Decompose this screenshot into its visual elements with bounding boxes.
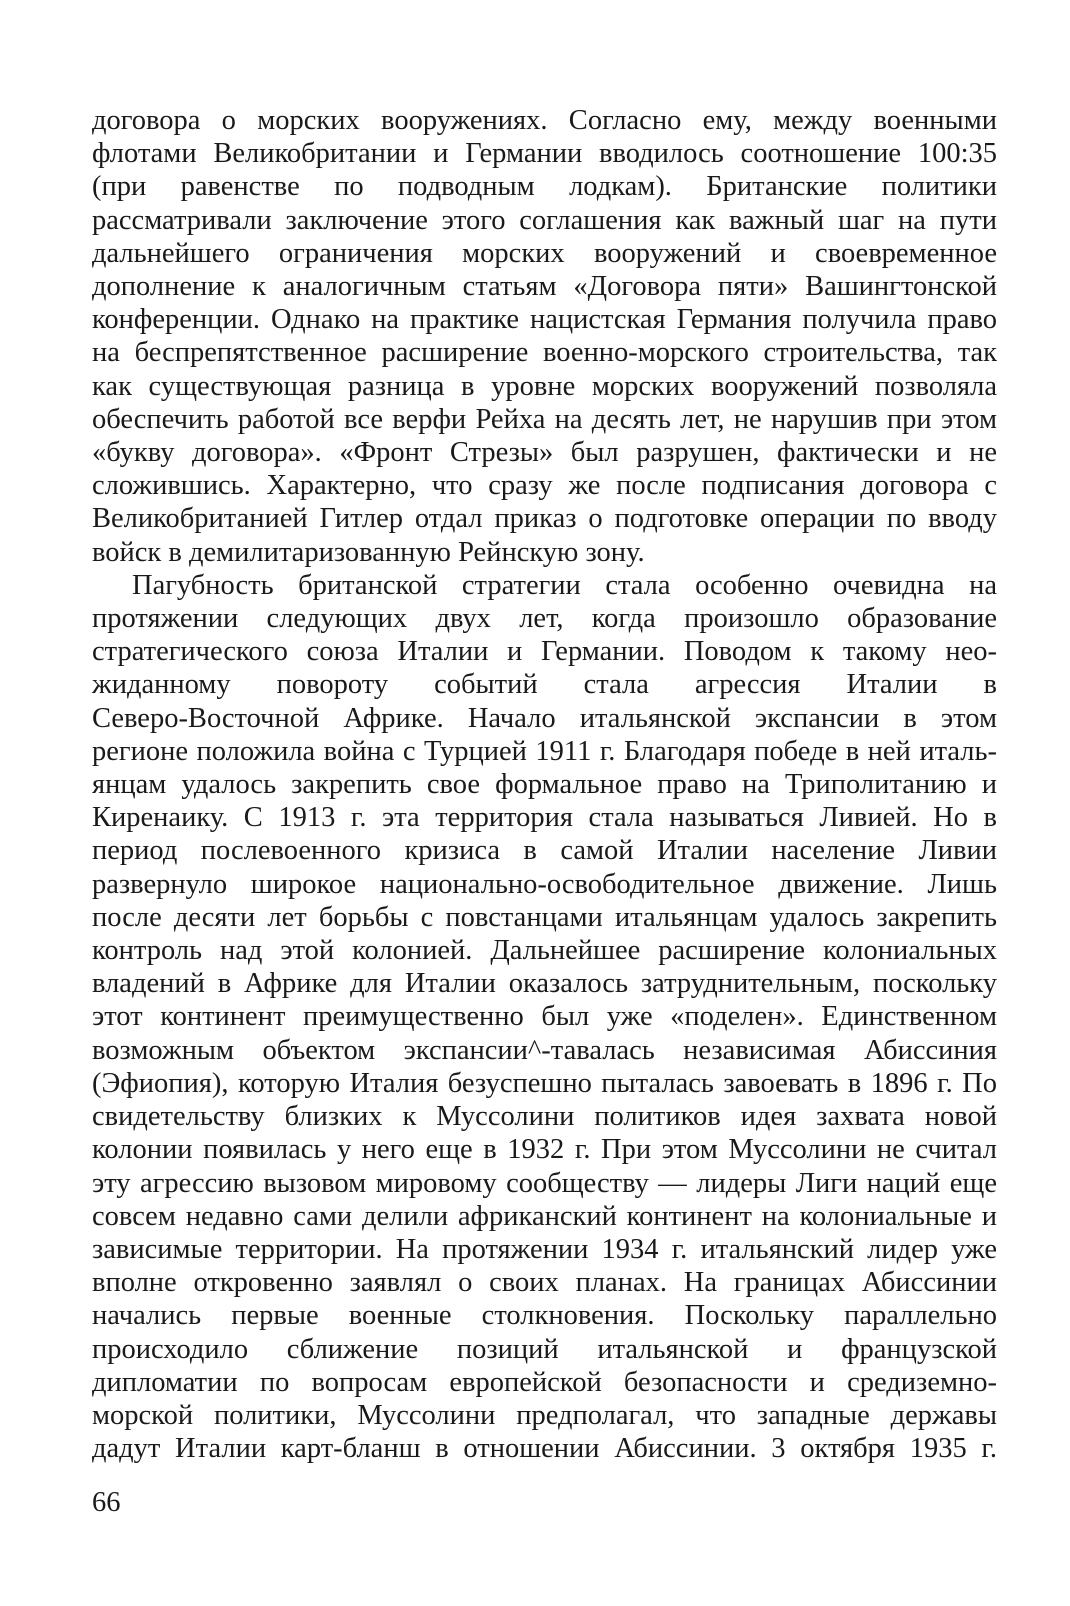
text-line: «букву договора». «Фронт Стрезы» был разрушен, фактически и не <box>92 437 997 469</box>
text-line: период послевоенного кризиса в самой Италии население Ливии <box>92 835 997 867</box>
text-line: развернуло широкое национально-освободительное движение. Лишь <box>92 868 997 900</box>
text-line: Великобританией Гитлер отдал приказ о подготовке операции по вводу <box>92 503 997 535</box>
text-line: происходило сближение позиций итальянской и французской <box>92 1333 997 1365</box>
text-line: (при равенстве по подводным лодкам). Британские политики <box>92 171 997 203</box>
text-line: после десяти лет борьбы с повстанцами итальянцам удалось закрепить <box>92 901 997 933</box>
text-line: этот континент преимущественно был уже «поделен». Единственном <box>92 1001 997 1033</box>
text-line: войск в демилитаризованную Рейнскую зону. <box>92 536 645 568</box>
text-line: сложившись. Характерно, что сразу же после подписания договора с <box>92 470 997 502</box>
text-line: колонии появилась у него еще в 1932 г. При этом Муссолини не считал <box>92 1134 997 1166</box>
text-line: дипломатии по вопросам европейской безопасности и средиземно- <box>92 1366 997 1398</box>
paragraph-1 <box>92 104 997 569</box>
text-line: стратегического союза Италии и Германии. Поводом к такому нео- <box>92 636 997 668</box>
paragraph-2 <box>92 569 997 1465</box>
text-line: свидетельству близких к Муссолини политиков идея захвата новой <box>92 1101 997 1133</box>
text-line: дополнение к аналогичным статьям «Договора пяти» Вашингтонской <box>92 271 997 303</box>
text-line: как существующая разница в уровне морских вооружений позволяла <box>92 370 997 402</box>
text-line: жиданному повороту событий стала агрессия Италии в <box>92 669 997 701</box>
text-line: контроль над этой колонией. Дальнейшее расширение колониальных <box>92 935 997 967</box>
text-line: янцам удалось закрепить свое формальное право на Триполитанию и <box>92 769 997 801</box>
text-line: вполне откровенно заявлял о своих планах. На границах Абиссинии <box>92 1267 997 1299</box>
text-line: обеспечить работой все верфи Рейха на десять лет, не нарушив при этом <box>92 403 997 435</box>
text-line: договора о морских вооружениях. Согласно ему, между военными <box>92 105 997 136</box>
text-line: флотами Великобритании и Германии вводилось соотношение 100:35 <box>92 138 997 170</box>
page-number: 66 <box>92 1487 121 1518</box>
text-line: совсем недавно сами делили африканский континент на колониальные и <box>92 1200 997 1232</box>
text-line: возможным объектом экспансии^-тавалась независимая Абиссиния <box>92 1034 997 1066</box>
text-line: на беспрепятственное расширение военно-морского строительства, так <box>92 337 997 369</box>
text-line: Северо-Восточной Африке. Начало итальянской экспансии в этом <box>92 702 997 734</box>
text-line: регионе положила война с Турцией 1911 г. Благодаря победе в ней италь- <box>92 735 997 767</box>
text-line: Киренаику. С 1913 г. эта территория стала называться Ливией. Но в <box>92 802 997 834</box>
text-line: начались первые военные столкновения. Поскольку параллельно <box>92 1300 997 1332</box>
text-line: Пагубность британской стратегии стала особенно очевидна на <box>132 569 997 601</box>
text-line: дальнейшего ограничения морских вооружений и своевременное <box>92 237 997 269</box>
text-line: протяжении следующих двух лет, когда произошло образование <box>92 603 997 635</box>
text-line: дадут Италии карт-бланш в отношении Абиссинии. 3 октября 1935 г. <box>92 1433 997 1465</box>
text-line: морской политики, Муссолини предполагал, что западные державы <box>92 1399 997 1431</box>
page-body <box>92 104 997 1465</box>
text-line: зависимые территории. На протяжении 1934 г. итальянский лидер уже <box>92 1233 997 1265</box>
text-line: (Эфиопия), которую Италия безуспешно пыталась завоевать в 1896 г. По <box>92 1067 997 1099</box>
text-line: конференции. Однако на практике нацистская Германия получила право <box>92 304 997 336</box>
text-line: эту агрессию вызовом мировому сообществу — лидеры Лиги наций еще <box>92 1167 997 1199</box>
text-line: владений в Африке для Италии оказалось затруднительным, поскольку <box>92 968 997 1000</box>
text-line: рассматривали заключение этого соглашения как важный шаг на пути <box>92 204 997 236</box>
